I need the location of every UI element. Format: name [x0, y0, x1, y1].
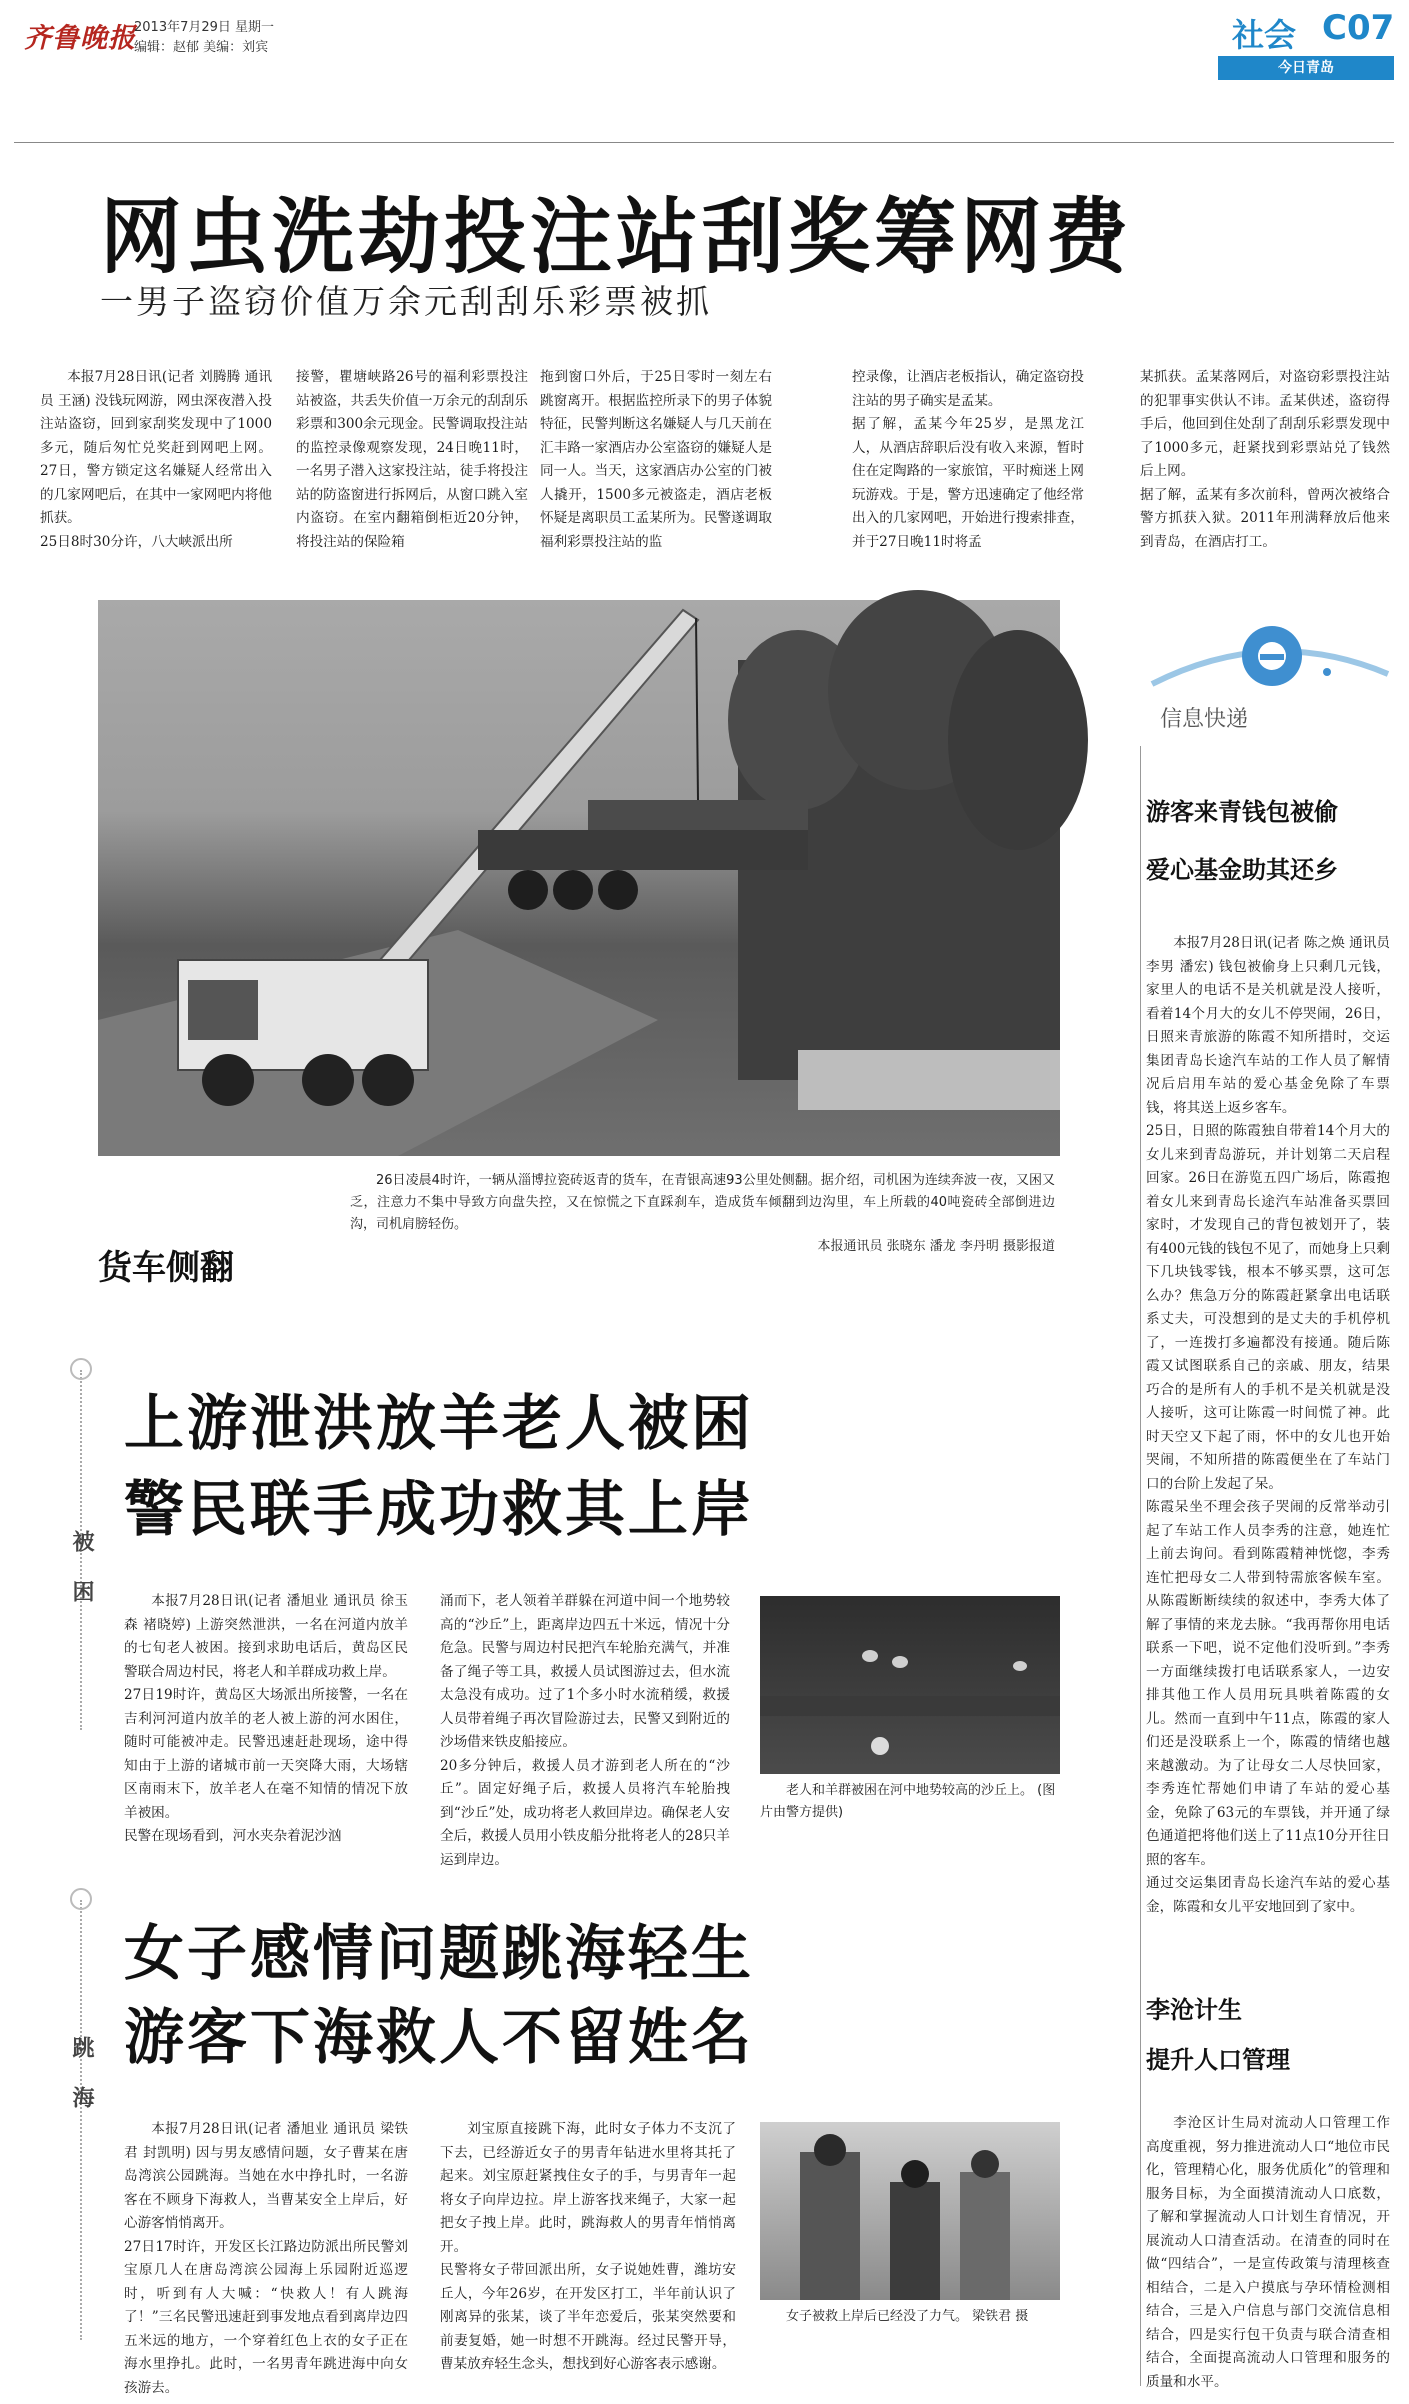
- section2-column: [440, 1590, 730, 1868]
- section-name: 社会: [1232, 16, 1297, 54]
- article1-column: [40, 366, 272, 550]
- news-flash-label: 信息快递: [1160, 707, 1249, 732]
- section3-caption: 女子被救上岸后已经没了力气。 梁铁君 摄: [786, 2309, 1029, 2324]
- section2-text: 涌而下，老人领着羊群躲在河道中间一个地势较高的“沙丘”上，距离岸边四五十米远，情况十分危急。民警与周边村民把汽车轮胎充满气，并准备了绳子等工具，救援人员试图游过去，但水流太急没有成功。过了1个多小时水流稍缓，救援人员带着绳子再次冒险游过去，民警又到附近的沙场借来铁皮船接应。 20多分钟后，救援人员才游到老人所在的“沙丘”。固定好绳子后，救援人员将汽车轮胎拽到“沙丘”处，成功将老人救回岸边。确保老人安全后，救援人员用小铁皮船分批将老人的28只羊运到岸边。: [440, 1593, 730, 1868]
- section3-column: [124, 2118, 408, 2396]
- article1-text: 本报7月28日讯(记者 刘腾腾 通讯员 王涵) 没钱玩网游，网虫深夜潜入投注站盗窃，回到家刮奖发现中了1000多元，随后匆忙兑奖赶到网吧上网。27日，警方锁定这名嫌疑人经常出入的几家网吧后，在其中一家网吧内将他抓获。 25日8时30分许，八大峡派出所: [40, 369, 272, 550]
- article1-subheadline: 一男子盗窃价值万余元刮刮乐彩票被抓: [100, 282, 712, 321]
- news-flash-rule: [1140, 746, 1141, 2386]
- sea-rescue-illustration: [760, 2122, 1060, 2300]
- article1-column: [1140, 366, 1390, 550]
- side1-subtitle: 爱心基金助其还乡: [1146, 856, 1338, 884]
- article1-text: 拖到窗口外后，于25日零时一刻左右跳窗离开。根据监控所录下的男子体貌特征，民警判断这名嫌疑人与几天前在汇丰路一家酒店办公室盗窃的嫌疑人是同一人。当天，这家酒店办公室的门被人撬开，1500多元被盗走，酒店老板怀疑是离职员工孟某所为。民警遂调取福利彩票投注站的监: [540, 369, 772, 550]
- truck-crane-photo: [98, 600, 1060, 1156]
- news-flash-e-icon: [1152, 614, 1388, 704]
- section3-circle: [70, 1888, 92, 1910]
- river-rescue-photo: [760, 1596, 1060, 1774]
- side1-title: 游客来青钱包被偷: [1146, 798, 1338, 826]
- article1-column: [852, 366, 1084, 550]
- side2-subtitle: 提升人口管理: [1146, 2046, 1290, 2074]
- article1-headline: 网虫洗劫投注站刮奖筹网费: [100, 190, 1133, 285]
- section3-text: 本报7月28日讯(记者 潘旭业 通讯员 梁铁君 封凯明) 因与男友感情问题，女子曹某在唐岛湾滨公园跳海。当她在水中挣扎时，一名游客在不顾身下海救人，当曹某安全上岸后，好心游客悄悄离开。 27日17时许，开发区长江路边防派出所民警刘宝原几人在唐岛湾滨公园海上乐园附近巡逻时，听到有人大喊：“快救人！有人跳海了！”三名民警迅速赶到事发地点看到离岸边四五米远的地方，一个穿着红色上衣的女子正在海水里挣扎。此时，一名男青年跳进海中向女孩游去。: [124, 2121, 408, 2396]
- photo1-caption: 26日凌晨4时许，一辆从淄博拉瓷砖返青的货车，在青银高速93公里处侧翻。据介绍，司机困为连续奔波一夜，又困又乏，注意力不集中导致方向盘失控，又在惊慌之下直踩刹车，造成货车倾翻到边沟里，车上所载的40吨瓷砖全部倒进边沟，司机肩膀轻伤。: [350, 1173, 1055, 1232]
- section3-column: [440, 2118, 736, 2388]
- article1-text: 某抓获。孟某落网后，对盗窃彩票投注站的犯罪事实供认不讳。孟某供述，盗窃得手后，他回到住处刮了刮刮乐彩票发现中了1000多元，赶紧找到彩票站兑了钱然后上网。 据了解，孟某有多次前科，曾两次被络合警方抓获入狱。2011年刑满释放后他来到青岛，在酒店打工。: [1140, 369, 1390, 550]
- page-number: C07: [1322, 8, 1395, 48]
- article1-column: [296, 366, 528, 550]
- section2-column: [124, 1590, 408, 1844]
- section2-text: 本报7月28日讯(记者 潘旭业 通讯员 徐玉森 褚晓婷) 上游突然泄洪，一名在河道内放羊的七旬老人被困。接到求助电话后，黄岛区民警联合周边村民，将老人和羊群成功救上岸。 27日19时许，黄岛区大场派出所接警，一名在吉利河河道内放羊的老人被上游的河水困住，随时可能被冲走。民警迅速赶赴现场，途中得知由于上游的诸城市前一天突降大雨，大场辖区南雨末下，放羊老人在毫不知情的情况下放羊被困。 民警在现场看到，河水夹杂着泥沙汹: [124, 1593, 408, 1844]
- side1-text: 本报7月28日讯(记者 陈之焕 通讯员 李男 潘宏) 钱包被偷身上只剩几元钱，家里人的电话不是关机就是没人接听，看着14个月大的女儿不停哭闹，26日，日照来青旅游的陈霞不知所措时，交运集团青岛长途汽车站的工作人员了解情况后启用车站的爱心基金免除了车票钱，将其送上返乡客车。 25日，日照的陈霞独自带着14个月大的女儿来到青岛游玩，并计划第二天启程回家。26日在游览五四广场后，陈霞抱着女儿来到青岛长途汽车站准备买票回家时，才发现自己的背包被划开了，装有400元钱的钱包不见了，而她身上只剩下几块钱零钱，根本不够买票，这可怎么办？焦急万分的陈霞赶紧拿出电话联系丈夫，可没想到的是丈夫的手机停机了，一连拨打多遍都没有接通。随后陈霞又试图联系自己的亲戚、朋友，结果巧合的是所有人的手机不是关机就是没人接听，这可让陈霞一时间慌了神。此时天空又下起了雨，怀中的女儿也开始哭闹，不知所措的陈霞便坐在了车站门口的台阶上发起了呆。 陈霞呆坐不理会孩子哭闹的反常举动引起了车站工作人员李秀的注意，她连忙上前去询问。看到陈霞精神恍惚，李秀连忙把母女二人带到特需旅客候车室。从陈霞断断续续的叙述中，李秀大体了解了事情的来龙去脉。“我再帮你用电话联系一下吧，说不定他们没听到。”李秀一方面继续拨打电话联系家人，一边安排其他工作人员用玩具哄着陈霞的女儿。然而一直到中午11点，陈霞的家人们还是没联系上一个，陈霞的情绪也越来越激动。为了让母女二人尽快回家，李秀连忙帮她们申请了车站的爱心基金，免除了63元的车票钱，并开通了绿色通道把将他们送上了11点10分开往日照的客车。 通过交运集团青岛长途汽车站的爱心基金，陈霞和女儿平安地回到了家中。: [1146, 935, 1390, 1915]
- side2-text: 李沧区计生局对流动人口管理工作高度重视，努力推进流动人口“地位市民化，管理精心化，服务优质化”的管理和服务目标，为全面摸清流动人口底数，了解和掌握流动人口计划生育情况，开展流动人口清查活动。在清查的同时在做“四结合”，一是宣传政策与清理核查相结合，二是入户摸底与孕环情检测相结合，三是入户信息与部门交流信息相结合，四是实行包干负责与联合清查相结合，全面提高流动人口管理和服务的质量和水平。: [1146, 2115, 1390, 2390]
- section2-headline: 上游泄洪放羊老人被困: [124, 1389, 754, 1459]
- side1-body: [1146, 932, 1390, 1934]
- section3-text: 刘宝原直接跳下海，此时女子体力不支沉了下去，已经游近女子的男青年钻进水里将其托了起来。刘宝原赶紧拽住女子的手，与男青年一起将女子向岸边拉。岸上游客找来绳子，大家一起把女子拽上岸。此时，跳海救人的男青年悄悄离开。 民警将女子带回派出所，女子说她姓曹，潍坊安丘人，今年26岁，在开发区打工，半年前认识了刚离异的张某，谈了半年恋爱后，张某突然要和前妻复婚，她一时想不开跳海。经过民警开导，曹某放弃轻生念头，想找到好心游客表示感谢。: [440, 2121, 736, 2372]
- section2-subheadline: 警民联手成功救其上岸: [124, 1475, 754, 1545]
- newspaper-logo: 齐鲁晚报: [24, 23, 136, 54]
- editor-line: 编辑：赵郁 美编：刘宾: [134, 40, 269, 55]
- article1-text: 接警，瞿塘峡路26号的福利彩票投注站被盗，共丢失价值一万余元的刮刮乐彩票和300余元现金。民警调取投注站的监控录像观察发现，24日晚11时，一名男子潜入这家投注站，徒手将投注站的防盗窗进行拆网后，从窗口跳入室内盗窃。在室内翻箱倒柜近20分钟，将投注站的保险箱: [296, 369, 528, 550]
- side2-body: [1146, 2112, 1390, 2390]
- section3-subheadline: 游客下海救人不留姓名: [124, 2003, 754, 2073]
- section2-caption: 老人和羊群被困在河中地势较高的沙丘上。 (图片由警方提供): [760, 1783, 1056, 1820]
- date-line: 2013年7月29日 星期一: [134, 20, 275, 35]
- side2-title: 李沧计生: [1146, 1996, 1242, 2024]
- article1-text: 控录像，让酒店老板指认，确定盗窃投注站的男子确实是孟某。 据了解，孟某今年25岁，是黑龙江人，从酒店辞职后没有收入来源，暂时住在定陶路的一家旅馆，平时痴迷上网玩游戏。于是，警方迅速确定了他经常出入的几家网吧，开始进行搜索排查，并于27日晚11时将孟: [852, 369, 1084, 550]
- truck-crane-illustration: [98, 600, 1060, 1156]
- article1-column: [540, 366, 772, 550]
- photo1-title: 货车侧翻: [98, 1248, 234, 1288]
- river-sheep-illustration: [760, 1596, 1060, 1774]
- news-flash-banner: [1152, 614, 1388, 734]
- photo1-credit: 本报通讯员 张晓东 潘龙 李丹明 摄影报道: [817, 1239, 1055, 1254]
- masthead-rule: [14, 142, 1394, 143]
- section2-circle: [70, 1358, 92, 1380]
- section3-headline: 女子感情问题跳海轻生: [124, 1919, 754, 1989]
- section2-label: 被困: [69, 1530, 94, 1630]
- sea-rescue-photo: [760, 2122, 1060, 2300]
- section3-label: 跳海: [69, 2036, 94, 2136]
- subsection-name: 今日青岛: [1278, 60, 1334, 76]
- masthead: [0, 0, 1409, 100]
- subsection-bar: [1218, 56, 1394, 80]
